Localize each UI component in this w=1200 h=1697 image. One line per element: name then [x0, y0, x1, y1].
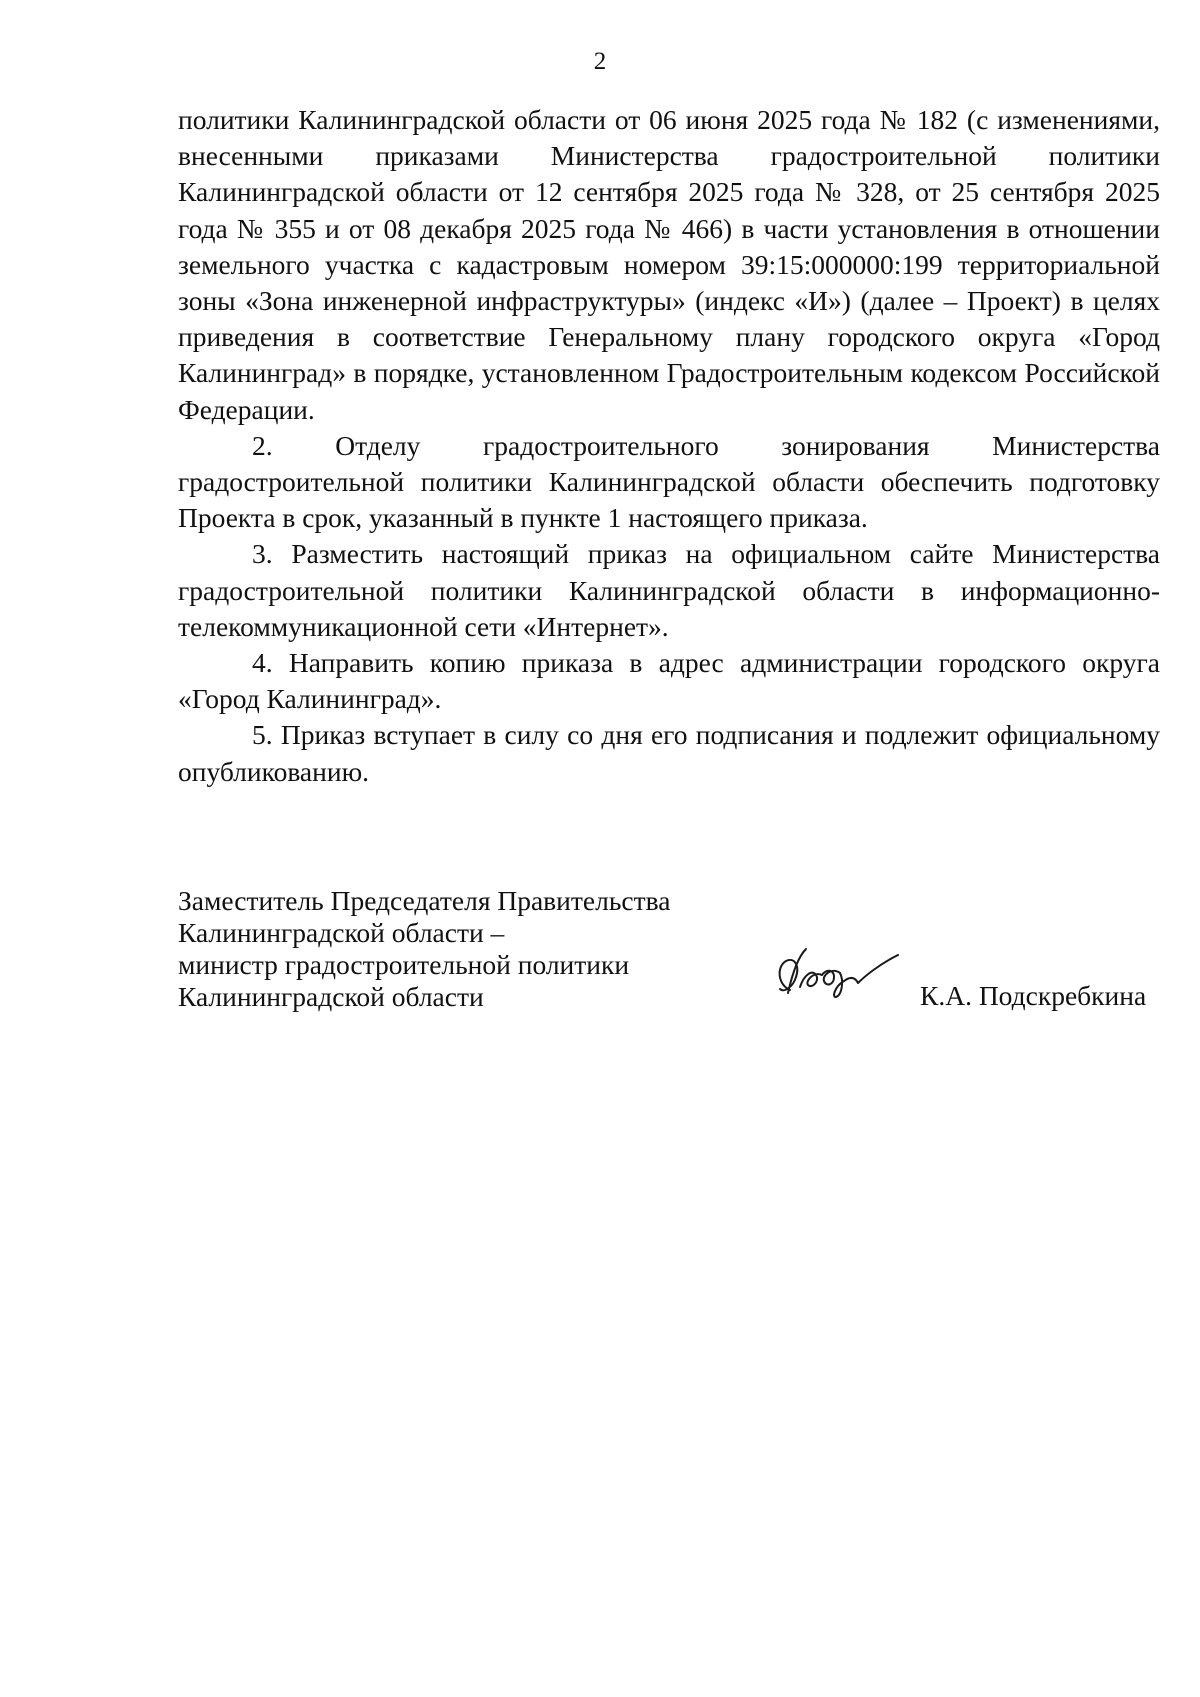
signatory-position [178, 885, 670, 1013]
position-line: Калининградской области – [178, 917, 505, 948]
position-line: министр градостроительной политики [178, 949, 630, 980]
page-number: 2 [593, 48, 607, 75]
paragraph-continuation: политики Калининградской области от 06 июня 2025 года № 182 (с изменениями, внесенными приказами Министерства градостроительной политики Калининградской области от 12 сентября 2025 года № 328, от 25 сентября 2025 года № 355 и от 08 декабря 2025 года № 466) в части установления в отношении земельного участка с кадастровым номером 39:15:000000:199 территориальной зоны «Зона инженерной инфраструктуры» (индекс «И») (далее – Проект) в целях приведения в соответствие Генеральному плану городского округа «Город Калининград» в порядке, установленном Градостроительным кодексом Российской Федерации. [178, 104, 1160, 425]
handwritten-signature-icon [760, 935, 910, 1005]
position-line: Заместитель Председателя Правительства [178, 885, 671, 916]
document-body [178, 102, 1160, 790]
signer-name: К.А. Подскребкина [920, 980, 1147, 1011]
position-line: Калининградской области [178, 981, 484, 1012]
paragraph-item-2: 2. Отделу градостроительного зонирования Министерства градостроительной политики Калининградской области обеспечить подготовку Проекта в срок, указанный в пункте 1 настоящего приказа. [178, 429, 1160, 534]
paragraph-item-5: 5. Приказ вступает в силу со дня его подписания и подлежит официальному опубликованию. [178, 719, 1160, 787]
paragraph-item-3: 3. Разместить настоящий приказ на официальном сайте Министерства градостроительной политики Калининградской области в информационно-телекоммуникационной сети «Интернет». [178, 538, 1160, 642]
paragraph-item-4: 4. Направить копию приказа в адрес администрации городского округа «Город Калининград». [178, 647, 1160, 715]
